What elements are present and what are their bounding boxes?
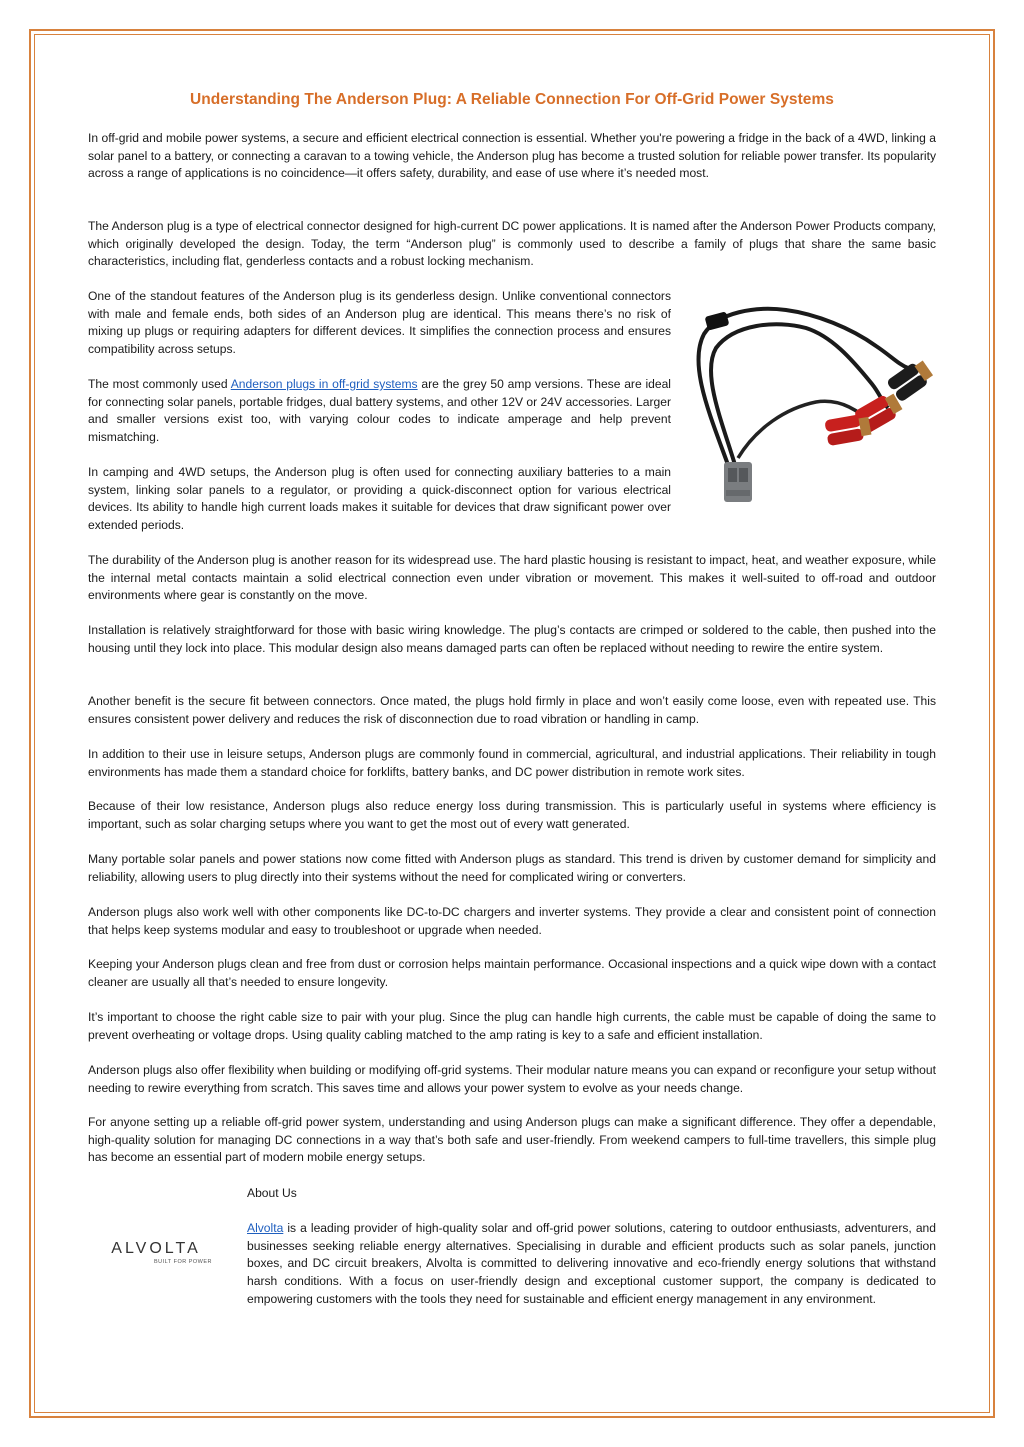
paragraph: Anderson plugs also work well with other components like DC-to-DC chargers and inverter systems. They provide a clear and consistent point of connection that helps keep systems modular and easy to troubleshoot or upgrade when needed. [88,905,936,937]
paragraph: One of the standout features of the Anderson plug is its genderless design. Unlike conventional connectors with male and female ends, both sides of an Anderson plug are identical. This means there’s no risk of mixing up plugs or requiring adapters for different devices. It simplifies the connection process and ensures compatibility across setups. [88,289,671,357]
paragraph: The Anderson plug is a type of electrical connector designed for high-current DC power applications. It is named after the Anderson Power Products company, which originally developed the design. Today, the term “Anderson plug” is commonly used to describe a family of plugs that share the same basic characteristics, including flat, genderless contacts and a robust locking mechanism. [88,219,936,269]
paragraph: Keeping your Anderson plugs clean and free from dust or corrosion helps maintain performance. Occasional inspections and a quick wipe down with a contact cleaner are usually all that’s needed to ensure longevity. [88,957,936,989]
paragraph: In camping and 4WD setups, the Anderson plug is often used for connecting auxiliary batteries to a main system, linking solar panels to a regulator, or providing a quick-disconnect option for various electrical devices. Its ability to handle high current loads makes it suitable for devices that draw significant power over extended periods. [88,465,671,533]
paragraph-text: are the grey 50 amp versions. These are ideal for connecting solar panels, portable fridges, dual battery systems, and other 12V or 24V accessories. Larger and smaller versions exist too, with varying colour codes to indicate amperage and help prevent mismatching. [88,377,671,445]
anderson-plugs-link[interactable]: Anderson plugs in off-grid systems [230,377,418,391]
paragraph: In off-grid and mobile power systems, a secure and efficient electrical connection is essential. Whether you're powering a fridge in the back of a 4WD, linking a solar panel to a battery, or connecting a caravan to a towing vehicle, the Anderson plug has become a trusted solution for reliable power transfer. Its popularity across a range of applications is no coincidence—it offers safety, durability, and ease of use where it’s needed most. [88,131,936,181]
alvolta-logo [94,1237,218,1267]
about-heading: About Us [247,1186,297,1200]
about-text: is a leading provider of high-quality solar and off-grid power solutions, catering to outdoor enthusiasts, adventurers, and businesses seeking reliable energy alternatives. Specialising in durable and efficient products such as solar panels, junction boxes, and DC circuit breakers, Alvolta is committed to delivering innovative and eco-friendly energy solutions that withstand harsh conditions. With a focus on user-friendly design and exceptional customer support, the company is dedicated to empowering customers with the tools they need for sustainable and efficient energy management in any environment. [247,1221,936,1306]
paragraph: Anderson plugs also offer flexibility when building or modifying off-grid systems. Their modular nature means you can expand or reconfigure your setup without needing to rewire everything from scratch. This saves time and allows your power system to evolve as your needs change. [88,1063,936,1095]
paragraph: In addition to their use in leisure setups, Anderson plugs are commonly found in commercial, agricultural, and industrial applications. Their reliability in tough environments has made them a standard choice for forklifts, battery banks, and DC power distribution in remote work sites. [88,747,936,779]
about-paragraph [247,1220,936,1309]
logo-wordmark: ALVOLTA [111,1240,201,1257]
paragraph: It’s important to choose the right cable size to pair with your plug. Since the plug can handle high currents, the cable must be capable of doing the same to prevent overheating or voltage drops. Using quality cabling matched to the amp rating is key to a safe and efficient installation. [88,1010,936,1042]
paragraph: The durability of the Anderson plug is another reason for its widespread use. The hard plastic housing is resistant to impact, heat, and weather exposure, while the internal metal contacts maintain a solid electrical connection even under vibration or movement. This makes it well-suited to off-road and outdoor environments where gear is constantly on the move. [88,553,936,603]
alvolta-link[interactable]: Alvolta [247,1221,284,1235]
paragraph: Another benefit is the secure fit between connectors. Once mated, the plugs hold firmly in place and won’t easily come loose, even with repeated use. This ensures consistent power delivery and reduces the risk of disconnection due to road vibration or handling in camp. [88,694,936,726]
paragraph: Because of their low resistance, Anderson plugs also reduce energy loss during transmission. This is particularly useful in systems where efficiency is important, such as solar charging setups where you want to get the most out of every watt generated. [88,799,936,831]
logo-tagline: BUILT FOR POWER [153,1259,213,1265]
anderson-cable-clamps-image [676,298,944,516]
paragraph-text: The most commonly used [88,377,231,391]
paragraph: Installation is relatively straightforward for those with basic wiring knowledge. The plug’s contacts are crimped or soldered to the cable, then pushed into the housing until they lock into place. This modular design also means damaged parts can often be replaced without needing to rewire the entire system. [88,623,936,655]
article-title: Understanding The Anderson Plug: A Reliable Connection For Off-Grid Power Systems [190,91,834,108]
paragraph [88,376,671,447]
paragraph: Many portable solar panels and power stations now come fitted with Anderson plugs as standard. This trend is driven by customer demand for simplicity and reliability, allowing users to plug directly into their systems without the need for complicated wiring or converters. [88,852,936,884]
paragraph: For anyone setting up a reliable off-grid power system, understanding and using Anderson plugs can make a significant difference. They offer a dependable, high-quality solution for managing DC connections in a way that’s both safe and user-friendly. From weekend campers to full-time travellers, this simple plug has become an essential part of modern mobile energy setups. [88,1115,936,1165]
